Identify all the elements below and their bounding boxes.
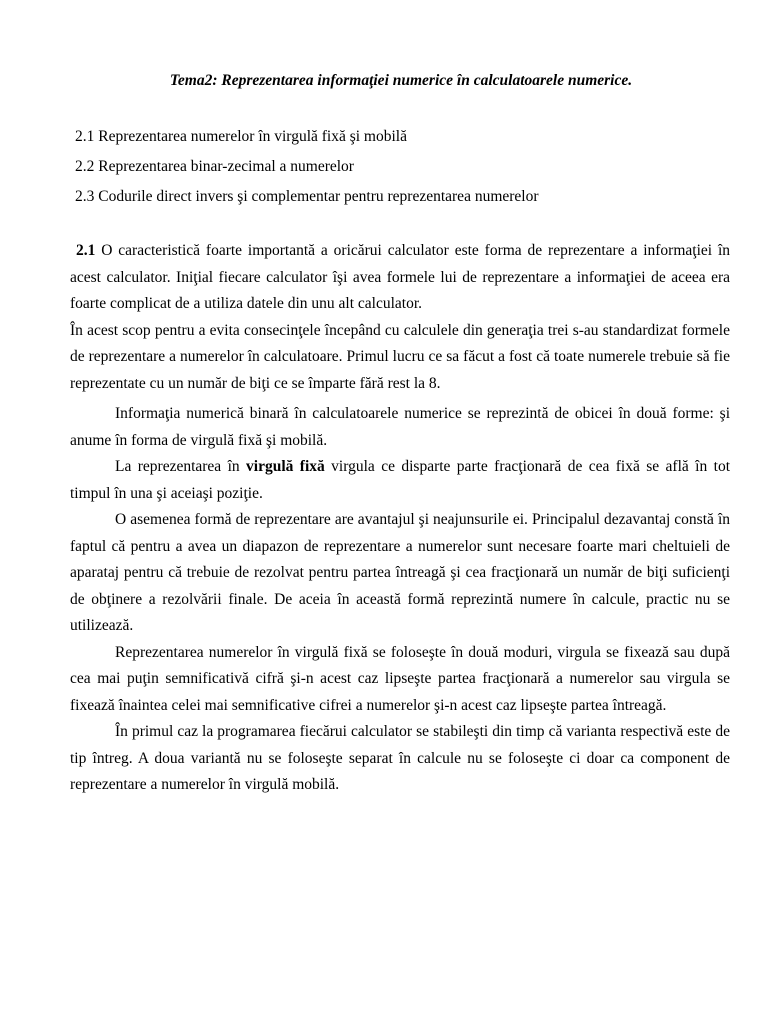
fixed-point-after: virgula ce disparte parte fracţionară de cea fixă se află în tot timpul în una şi aceiaşi poziţie.: [70, 458, 730, 502]
toc-item-2-1: 2.1 Reprezentarea numerelor în virgulă fixă şi mobilă: [75, 128, 407, 145]
document-title: Tema2: Reprezentarea informaţiei numerice în calculatoarele numerice.: [169, 72, 633, 89]
toc-item-2-3: 2.3 Codurile direct invers şi complementar pentru reprezentarea numerelor: [75, 188, 539, 205]
fixed-point-before: La reprezentarea în: [115, 458, 247, 475]
paragraph-intro: [70, 238, 730, 318]
paragraph-fixed-point: [70, 454, 730, 507]
toc-item-2-2: 2.2 Reprezentarea binar-zecimal a numerelor: [75, 158, 354, 175]
paragraph-binary-forms: Informaţia numerică binară în calculatoarele numerice se reprezintă de obicei în două forme: şi anume în forma de virgulă fixă şi mobilă.: [70, 405, 730, 449]
paragraph-fixed-point-modes: Reprezentarea numerelor în virgulă fixă se foloseşte în două moduri, virgula se fixează sau după cea mai puţin semnificativă cifră şi-n acest caz lipseşte partea fracţionară a numerelor sau virgula se fixează înaintea celei mai semnificative cifrei a numerelor şi-n acest caz lipseşte partea întreagă.: [70, 643, 730, 714]
body-text: [70, 238, 730, 799]
paragraph-first-case: În primul caz la programarea fiecărui calculator se stabileşti din timp că varianta respectivă este de tip întreg. A doua variantă nu se foloseşte separat în calcule nu se foloseşte ci doar ca component de reprezentare a numerelor în virgulă mobilă.: [70, 723, 730, 793]
fixed-point-term: virgulă fixă: [246, 458, 325, 475]
table-of-contents: [75, 126, 735, 216]
paragraph-intro-text: O caracteristică foarte importantă a oricărui calculator este forma de reprezentare a informaţiei în acest calculator. Iniţial fiecare calculator îşi avea formele lui de reprezentare a informaţiei de aceea era foarte complicat de a utiliza datele din unu alt calculator.: [70, 242, 730, 312]
paragraph-standardization: În acest scop pentru a evita consecinţele începând cu calculele din generaţia trei s-au standardizat formele de reprezentare a numerelor în calculatoare. Primul lucru ce sa făcut a fost că toate numerele trebuie să fie reprezentate cu un număr de biţi ce se împarte fără rest la 8.: [70, 321, 730, 392]
paragraph-disadvantages: O asemenea formă de reprezentare are avantajul şi neajunsurile ei. Principalul dezavantaj constă în faptul că pentru a avea un diapazon de reprezentare a numerelor sunt necesare foarte mari cheltuieli de aparataj pentru că trebuie de rezolvat pentru partea întreagă şi cea fracţionară un număr de biţi suficienţi de obţinere a rezolvării finale. De aceia în această formă reprezintă numere în calcule, practic nu se utilizează.: [70, 511, 730, 634]
section-number: 2.1: [76, 242, 96, 259]
